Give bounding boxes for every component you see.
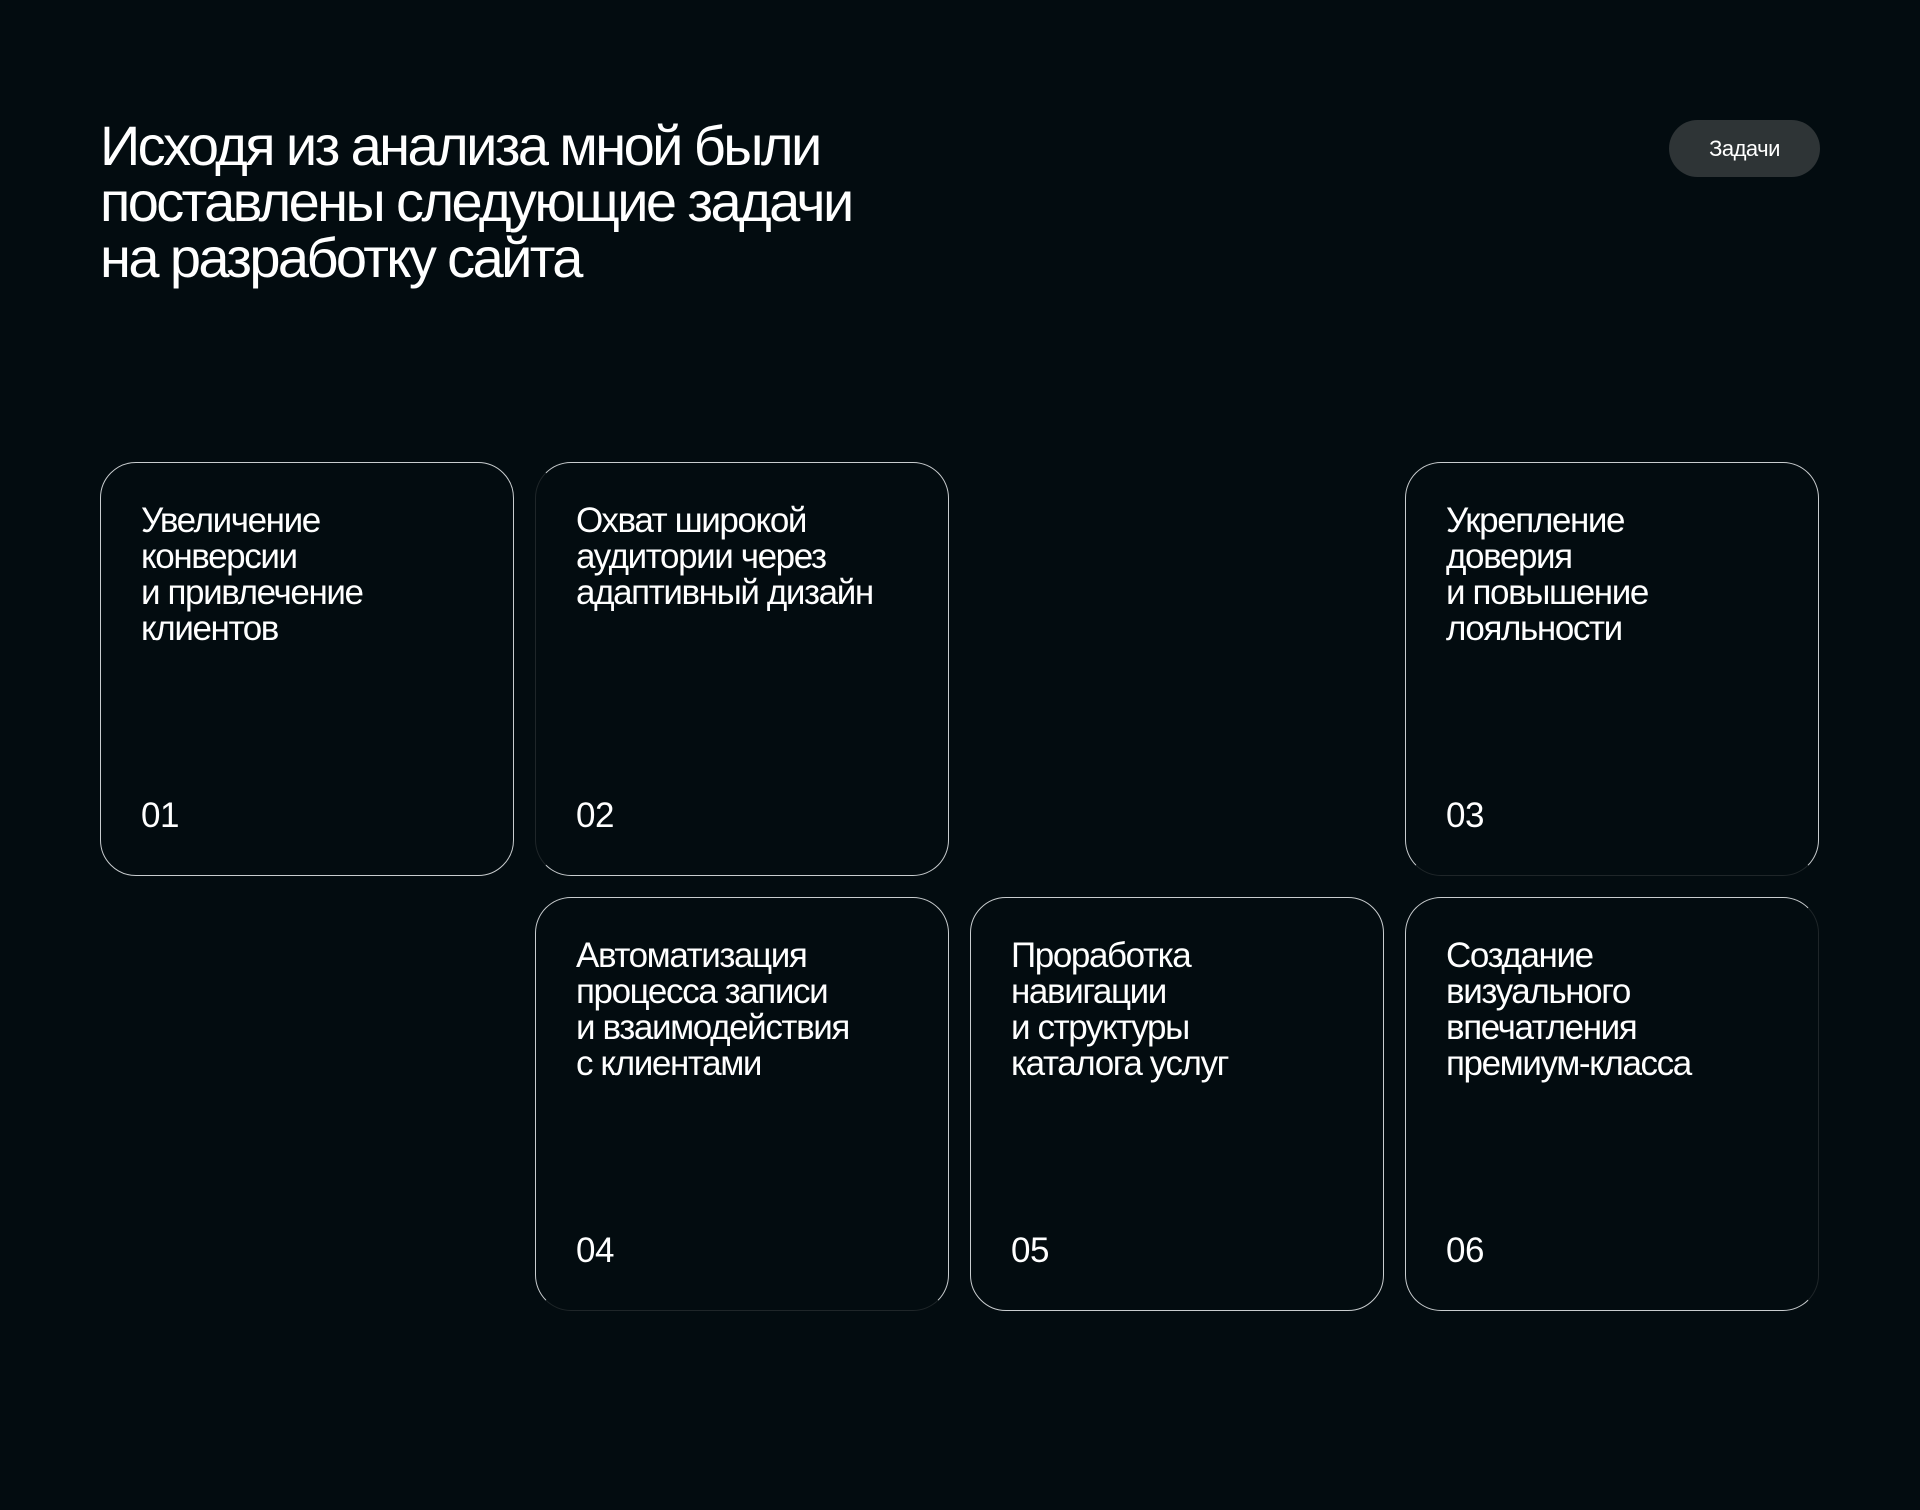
task-card-01: [100, 462, 514, 876]
task-card-text: Увеличение конверсии и привлечение клиентов: [141, 501, 363, 648]
task-card-number: 03: [1446, 796, 1484, 835]
task-card-text: Укрепление доверия и повышение лояльности: [1446, 501, 1648, 648]
task-card-text: Создание визуального впечатления премиум-класса: [1446, 936, 1691, 1083]
page-title: Исходя из анализа мной были поставлены следующие задачи на разработку сайта: [100, 114, 852, 289]
task-card-06: [1405, 897, 1819, 1311]
task-card-text: Автоматизация процесса записи и взаимодействия с клиентами: [576, 936, 849, 1083]
task-card-number: 01: [141, 796, 179, 835]
task-card-02: [535, 462, 949, 876]
task-card-number: 04: [576, 1231, 614, 1270]
task-card-text: Проработка навигации и структуры каталога услуг: [1011, 936, 1229, 1083]
task-card-number: 05: [1011, 1231, 1049, 1270]
task-card-text: Охват широкой аудитории через адаптивный дизайн: [576, 501, 873, 612]
section-tag: Задачи: [1669, 120, 1820, 177]
task-card-number: 02: [576, 796, 614, 835]
task-card-05: [970, 897, 1384, 1311]
task-card-number: 06: [1446, 1231, 1484, 1270]
task-card-04: [535, 897, 949, 1311]
task-card-03: [1405, 462, 1819, 876]
